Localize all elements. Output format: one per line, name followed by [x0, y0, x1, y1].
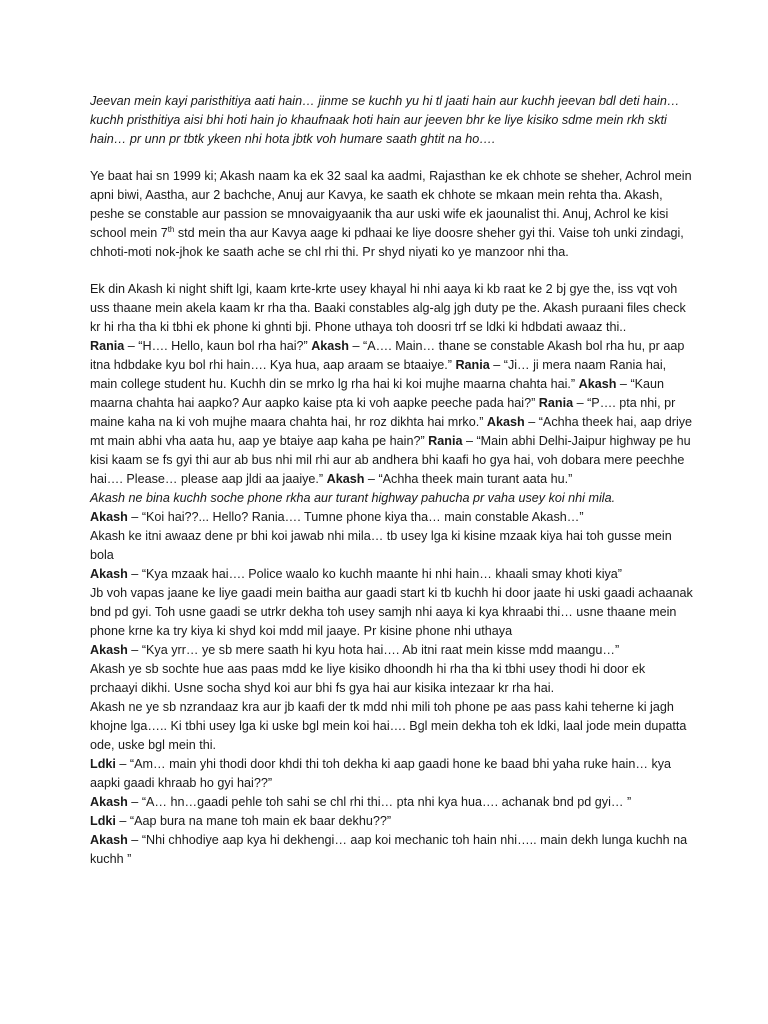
speaker-name: Akash: [90, 567, 128, 581]
dialogue-line: [90, 755, 694, 793]
narration-line: Akash ne bina kuchh soche phone rkha aur turant highway pahucha pr vaha usey koi nhi mila.: [90, 491, 616, 505]
dialogue-text: – “Main abhi Delhi-Jaipur highway pe hu kisi kaam se fs gyi thi aur ab bus nhi mil rhi aur ab andhera bhi kaafi ho gya hai, voh dobara mere peechhe hai…. Please… please aap jldi aa jaaiye.”: [90, 434, 691, 486]
story-paragraph-1: [90, 167, 694, 262]
narration-line: Akash ne ye sb nzrandaaz kra aur jb kaafi der tk mdd nhi mili toh phone pe aas pass kahi teherne ki jagh khojne lga….. Ki tbhi usey lga ki uske bgl mein koi hai…. Bgl mein dekha toh ek ldki, laal jode mein dupatta ode, uske bgl mein thi.: [90, 700, 687, 752]
speaker-name: Akash: [90, 833, 128, 847]
speaker-name: Akash: [578, 377, 617, 391]
dialogue-text: – “Nhi chhodiye aap kya hi dekhengi… aap koi mechanic toh hain nhi….. main dekh lunga kuchh na kuchh ”: [90, 833, 688, 866]
dialogue-text: – “Achha theek main turant aata hu.”: [364, 472, 573, 486]
narration-line: Akash ke itni awaaz dene pr bhi koi jawab nhi mila… tb usey lga ki kisine mzaak kiya hai toh gusse mein bola: [90, 529, 672, 562]
dialogue-line: [90, 793, 694, 812]
dialogue-text: – “Kaun maarna chahta hai aapko? Aur aapko kaise pta ki voh aapke peeche pada hai?”: [90, 377, 665, 410]
speaker-name: Akash: [90, 795, 128, 809]
dialogue-line: [90, 565, 694, 584]
intro-paragraph: Jeevan mein kayi paristhitiya aati hain… jinme se kuchh yu hi tl jaati hain aur kuchh jeevan bdl deti hain… kuchh pristhitiya aisi bhi hoti hain jo khaufnaak hoti hain aur jeeven bhr ke liye kisiko sdme mein rkh skti hain… pr unn pr tbtk ykeen nhi hota jbtk voh humare saath ghtit na ho….: [90, 94, 680, 146]
dialogue-text: – “Aap bura na mane toh main ek baar dekhu??”: [115, 814, 392, 828]
dialogue-text: – “Kya yrr… ye sb mere saath hi kyu hota hai…. Ab itni raat mein kisse mdd maangu…”: [127, 643, 620, 657]
speaker-name: Akash: [90, 510, 128, 524]
dialogue-line: [90, 641, 694, 660]
speaker-name: Rania: [538, 396, 574, 410]
paragraph-gap: [90, 262, 694, 280]
paragraph-text: Ek din Akash ki night shift lgi, kaam krte-krte usey khayal hi nhi aaya ki kb raat ke 2 bj gye the, iss vqt voh uss thaane mein akela kaam kr rha tha. Baaki constables alg-alg jgh duty pe the. Akash puraani files check kr hi rha tha ki tbhi ek phone ki ghnti bji. Phone uthaya toh doosri trf se ldki ki hdbdati awaaz thi..: [90, 282, 686, 334]
speaker-name: Akash: [90, 643, 128, 657]
dialogue-text: – “Koi hai??... Hello? Rania…. Tumne phone kiya tha… main constable Akash…”: [127, 510, 584, 524]
dialogue-text: – “Achha theek hai, aap driye mt main abhi vha aata hu, aap ye btaiye aap kaha pe hain?”: [90, 415, 693, 448]
speaker-name: Akash: [326, 472, 365, 486]
narration-line: Jb voh vapas jaane ke liye gaadi mein baitha aur gaadi start ki tb kuchh hi door jaate hi uski gaadi achaanak bnd pd gyi. Toh usne gaadi se utrkr dekha toh usey samjh nhi aaya ki kya khraabi thi… usne thaane mein phone krne ka try kiya ki shyd koi mdd mil jaaye. Pr kisine phone nhi uthaya: [90, 586, 693, 638]
paragraph-text: Ye baat hai sn 1999 ki; Akash naam ka ek 32 saal ka aadmi, Rajasthan ke ek chhote se sheher, Achrol mein apni biwi, Aastha, aur 2 bachche, Anuj aur Kavya, ke saath ek chhote se mkaan mein rehta tha. Akash, peshe se constable aur passion se mnovaigyaanik tha aur uski wife ek jaounalist thi. Anuj, Achrol ke kisi school mein 7: [90, 169, 692, 240]
speaker-name: Rania: [428, 434, 463, 448]
dialogue-line: [90, 812, 694, 831]
dialogue-text: – “A…. Main… thane se constable Akash bol rha hu, pr aap itna hdbdake kyu bol rhi hain…. Kya hua, aap araam se btaaiye.”: [90, 339, 685, 372]
paragraph-text: std mein tha aur Kavya aage ki pdhaai ke liye doosre sheher gyi thi. Vaise toh unki zindagi, chhoti-moti nok-jhok ke saath ache se chl rhi thi. Pr shyd niyati ko ye manzoor nhi tha.: [90, 226, 684, 259]
superscript: th: [167, 224, 175, 234]
dialogue-text: – “P…. pta nhi, pr maine kaha na ki voh mujhe maara chahta hai, hr roz dikhta hai mrko.”: [90, 396, 676, 429]
dialogue-text: – “Kya mzaak hai…. Police waalo ko kuchh maante hi nhi hain… khaali smay khoti kiya”: [127, 567, 623, 581]
speaker-name: Akash: [486, 415, 525, 429]
speaker-name: Ldki: [90, 757, 116, 771]
dialogue-line: [90, 508, 694, 527]
paragraph-gap: [90, 149, 694, 167]
dialogue-text: – “A… hn…gaadi pehle toh sahi se chl rhi thi… pta nhi kya hua…. achanak bnd pd gyi… ”: [127, 795, 632, 809]
document-page: [90, 92, 694, 869]
story-paragraph-2: [90, 280, 694, 489]
speaker-name: Rania: [90, 339, 128, 353]
dialogue-text: – “Ji… ji mera naam Rania hai, main college student hu. Kuchh din se mrko lg rha hai ki koi mujhe maarna chahta hai.”: [90, 358, 667, 391]
dialogue-text: – “Am… main yhi thodi door khdi thi toh dekha ki aap gaadi hone ke baad bhi yaha ruke hain… kya aapki gaadi khraab ho gyi hai??”: [90, 757, 672, 790]
dialogue-line: [90, 831, 694, 869]
dialogue-text: – “H…. Hello, kaun bol rha hai?”: [127, 339, 312, 353]
speaker-name: Rania: [455, 358, 490, 372]
speaker-name: Ldki: [90, 814, 116, 828]
narration-line: Akash ye sb sochte hue aas paas mdd ke liye kisiko dhoondh hi rha tha ki tbhi usey thodi hi door ek prchaayi dikhi. Usne socha shyd koi aur bhi fs gya hai aur kisika intezaar kr rha hai.: [90, 662, 646, 695]
speaker-name: Akash: [311, 339, 350, 353]
